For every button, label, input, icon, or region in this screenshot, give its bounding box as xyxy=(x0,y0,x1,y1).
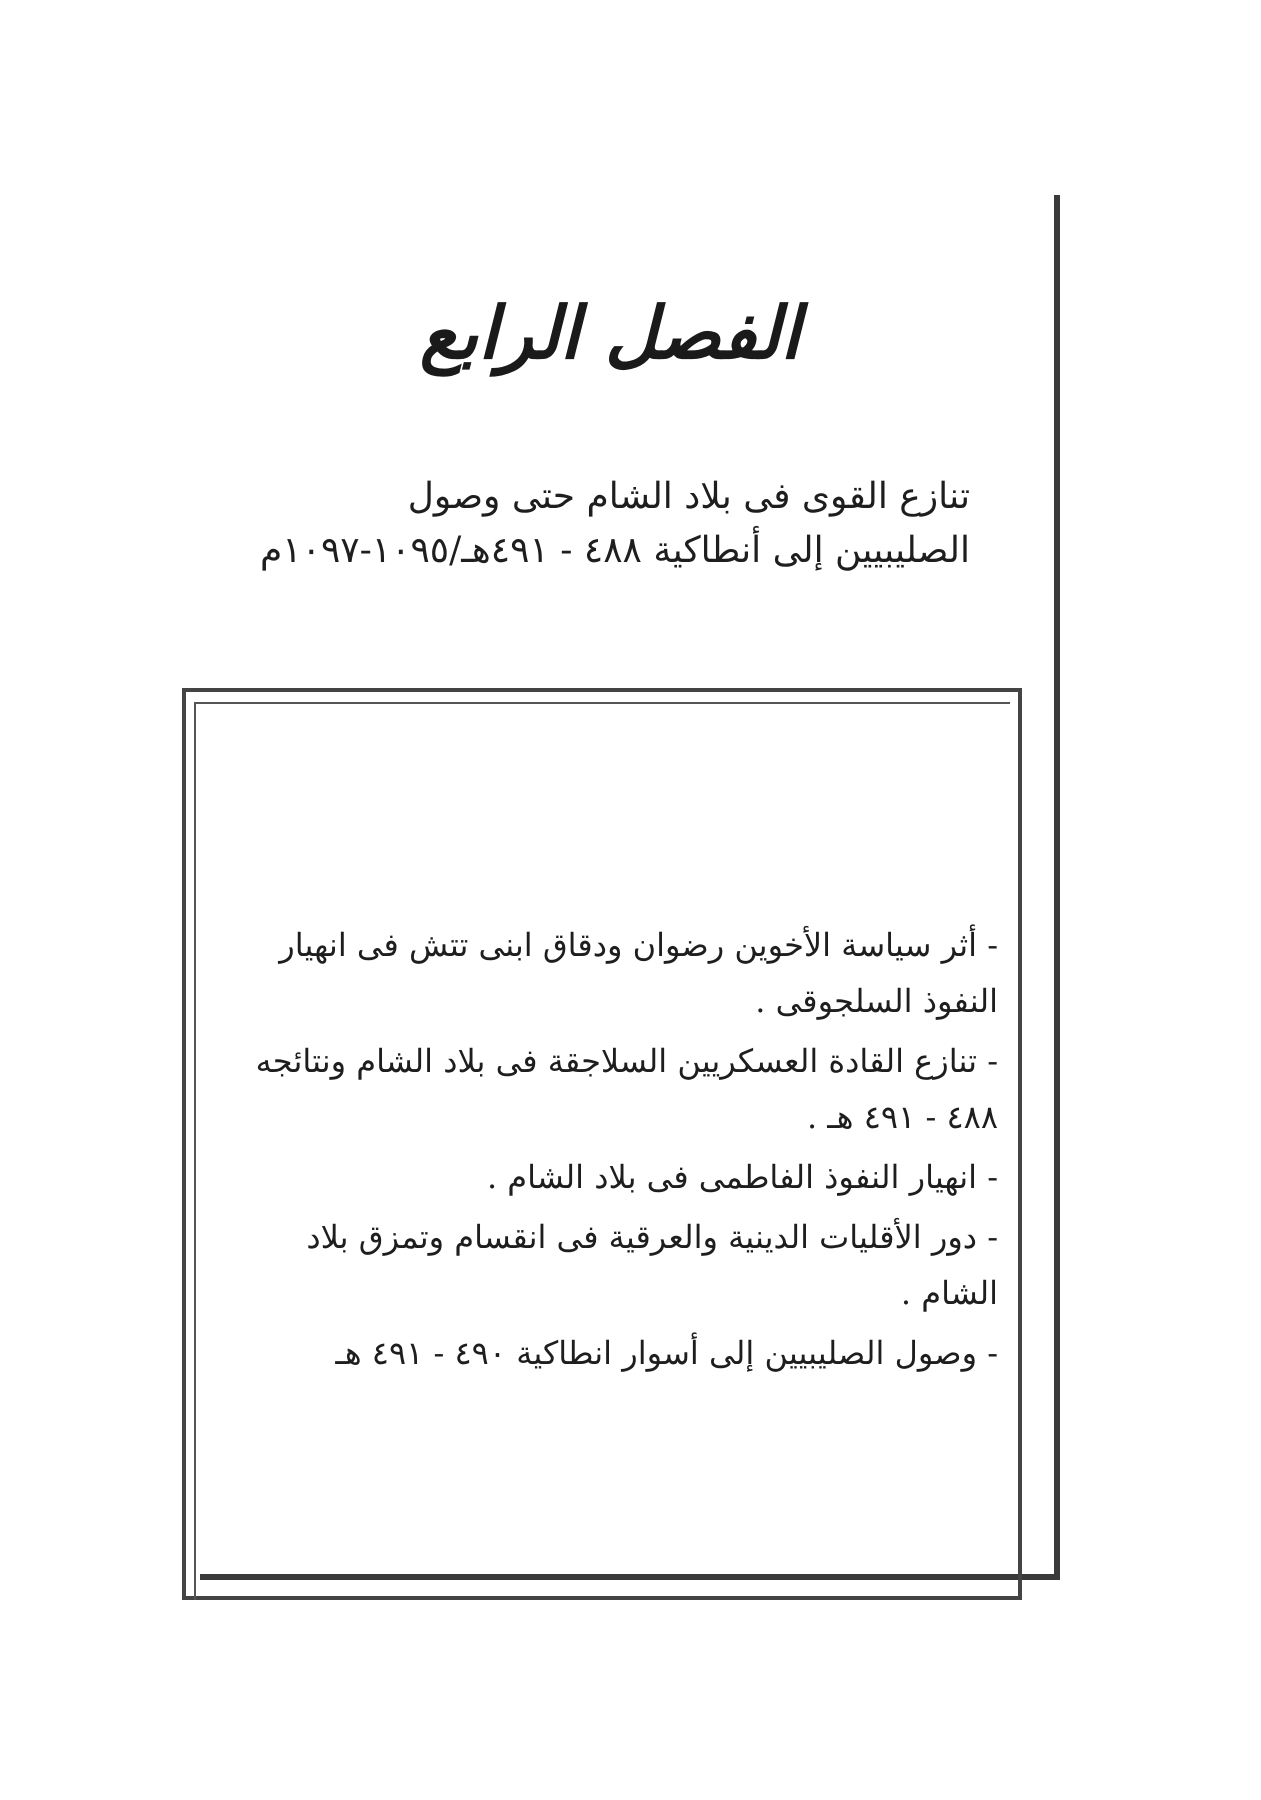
subtitle-line: تنازع القوى فى بلاد الشام حتى وصول xyxy=(407,476,970,517)
chapter-title: الفصل الرابع xyxy=(419,290,801,375)
topic-item: - انهيار النفوذ الفاطمى فى بلاد الشام . xyxy=(486,1158,998,1196)
topic-item: - وصول الصليبيين إلى أسوار انطاكية ٤٩٠ - ٤٩١ هـ xyxy=(335,1334,998,1372)
topics-list xyxy=(226,917,998,1385)
topic-item: - أثر سياسة الأخوين رضوان ودقاق ابنى تتش فى انهيار النفوذ السلجوقى . xyxy=(279,926,998,1020)
frame-line-right xyxy=(1054,195,1060,1580)
topic-item: - دور الأقليات الدينية والعرقية فى انقسام وتمزق بلاد الشام . xyxy=(306,1218,998,1312)
topic-item: - تنازع القادة العسكريين السلاجقة فى بلاد الشام ونتائجه ٤٨٨ - ٤٩١ هـ . xyxy=(255,1042,998,1136)
chapter-subtitle xyxy=(250,470,970,578)
subtitle-line: الصليبيين إلى أنطاكية ٤٨٨ - ٤٩١هـ/١٠٩٥-١٠٩٧م xyxy=(259,530,970,571)
topics-box xyxy=(182,688,1022,1600)
